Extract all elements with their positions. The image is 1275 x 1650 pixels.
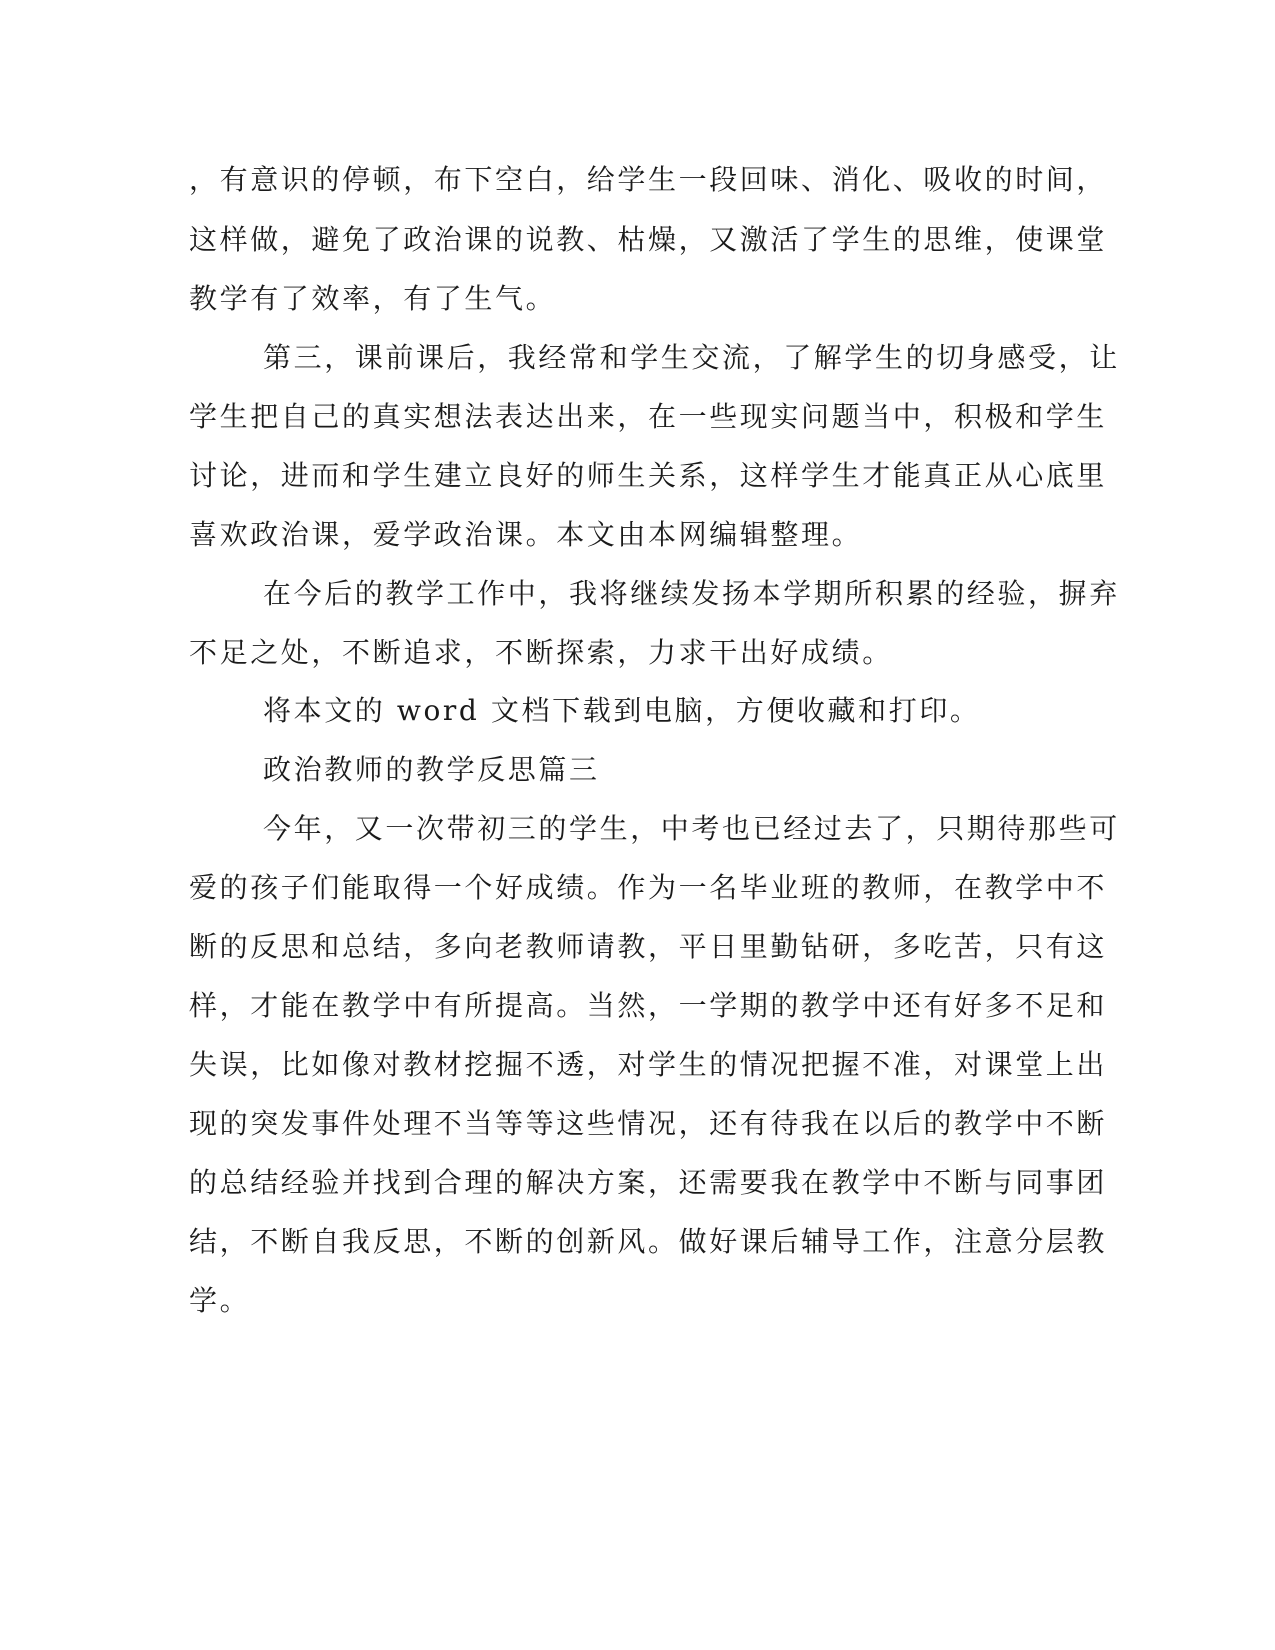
text-line: 结，不断自我反思，不断的创新风。做好课后辅导工作，注意分层教: [189, 1225, 1108, 1258]
text-line: 断的反思和总结，多向老教师请教，平日里勤钻研，多吃苦，只有这: [189, 930, 1108, 963]
text-line: 失误，比如像对教材挖掘不透，对学生的情况把握不准，对课堂上出: [189, 1048, 1108, 1081]
paragraph-first-line: 将本文的 word 文档下载到电脑，方便收藏和打印。: [263, 694, 981, 727]
text-line: ，有意识的停顿，布下空白，给学生一段回味、消化、吸收的时间，: [189, 163, 1108, 196]
text-line: 学。: [189, 1284, 251, 1317]
paragraph-first-line: 第三，课前课后，我经常和学生交流，了解学生的切身感受，让: [263, 341, 1120, 374]
text-line: 现的突发事件处理不当等等这些情况，还有待我在以后的教学中不断: [189, 1107, 1108, 1140]
text-line: 爱的孩子们能取得一个好成绩。作为一名毕业班的教师，在教学中不: [189, 871, 1108, 904]
section-heading: 政治教师的教学反思篇三: [263, 753, 600, 786]
text-line: 的总结经验并找到合理的解决方案，还需要我在教学中不断与同事团: [189, 1166, 1108, 1199]
text-line: 讨论，进而和学生建立良好的师生关系，这样学生才能真正从心底里: [189, 459, 1108, 492]
text-line: 不足之处，不断追求，不断探索，力求干出好成绩。: [189, 636, 893, 669]
paragraph-first-line: 今年，又一次带初三的学生，中考也已经过去了，只期待那些可: [263, 812, 1120, 845]
text-line: 学生把自己的真实想法表达出来，在一些现实问题当中，积极和学生: [189, 400, 1108, 433]
text-line: 喜欢政治课，爱学政治课。本文由本网编辑整理。: [189, 518, 863, 551]
paragraph-first-line: 在今后的教学工作中，我将继续发扬本学期所积累的经验，摒弃: [263, 577, 1120, 610]
text-line: 样，才能在教学中有所提高。当然，一学期的教学中还有好多不足和: [189, 989, 1108, 1022]
text-line: 教学有了效率，有了生气。: [189, 282, 557, 315]
text-line: 这样做，避免了政治课的说教、枯燥，又激活了学生的思维，使课堂: [189, 223, 1108, 256]
